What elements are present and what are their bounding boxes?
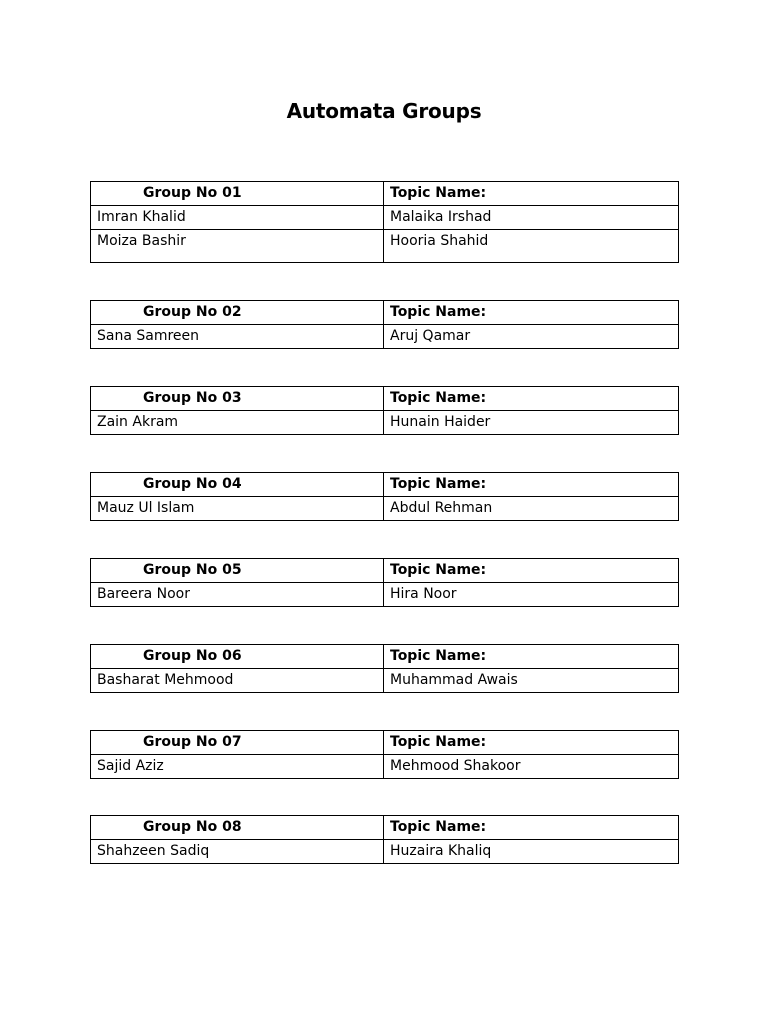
table-header-row: [91, 731, 679, 755]
table-row: [91, 230, 679, 263]
table-row: [91, 840, 679, 864]
member-name: Muhammad Awais: [384, 669, 679, 693]
table-row: [91, 497, 679, 521]
topic-name-header: Topic Name:: [384, 182, 679, 206]
table-row: [91, 583, 679, 607]
group-label: Group No 08: [91, 816, 384, 840]
member-cell: [91, 230, 384, 263]
table-row: [91, 206, 679, 230]
member-name: Hunain Haider: [384, 411, 679, 435]
member-name: Aruj Qamar: [384, 325, 679, 349]
member-name: Huzaira Khaliq: [384, 840, 679, 864]
member-name: Abdul Rehman: [384, 497, 679, 521]
group-table-05: [90, 558, 679, 607]
group-table-01: [90, 181, 679, 263]
table-header-row: [91, 645, 679, 669]
member-name: Mehmood Shakoor: [384, 755, 679, 779]
group-table-08: [90, 815, 679, 864]
table-header-row: [91, 301, 679, 325]
table-row: [91, 325, 679, 349]
table-header-row: [91, 816, 679, 840]
table-row: [91, 411, 679, 435]
topic-name-header: Topic Name:: [384, 301, 679, 325]
group-table-04: [90, 472, 679, 521]
table-row: [91, 669, 679, 693]
member-name: Shahzeen Sadiq: [91, 840, 384, 864]
group-table-06: [90, 644, 679, 693]
member-name: Basharat Mehmood: [91, 669, 384, 693]
topic-name-header: Topic Name:: [384, 645, 679, 669]
group-label: Group No 04: [91, 473, 384, 497]
member-name: Mauz Ul Islam: [91, 497, 384, 521]
topic-name-header: Topic Name:: [384, 559, 679, 583]
page-title: Automata Groups: [286, 99, 482, 123]
member-name: Imran Khalid: [91, 206, 384, 230]
member-name: Hira Noor: [384, 583, 679, 607]
member-name: Malaika Irshad: [384, 206, 679, 230]
group-table-07: [90, 730, 679, 779]
topic-name-header: Topic Name:: [384, 731, 679, 755]
member-name: Sana Samreen: [91, 325, 384, 349]
member-name: Zain Akram: [91, 411, 384, 435]
topic-name-header: Topic Name:: [384, 473, 679, 497]
topic-name-header: Topic Name:: [384, 816, 679, 840]
group-label: Group No 03: [91, 387, 384, 411]
table-header-row: [91, 387, 679, 411]
member-name: Sajid Aziz: [91, 755, 384, 779]
group-label: Group No 06: [91, 645, 384, 669]
group-label: Group No 07: [91, 731, 384, 755]
table-header-row: [91, 473, 679, 497]
group-label: Group No 05: [91, 559, 384, 583]
table-header-row: [91, 182, 679, 206]
table-header-row: [91, 559, 679, 583]
member-name: Hooria Shahid: [390, 233, 489, 249]
group-table-02: [90, 300, 679, 349]
group-label: Group No 01: [91, 182, 384, 206]
topic-name-header: Topic Name:: [384, 387, 679, 411]
group-label: Group No 02: [91, 301, 384, 325]
table-row: [91, 755, 679, 779]
member-name: Moiza Bashir: [97, 233, 186, 249]
group-table-03: [90, 386, 679, 435]
member-name: Bareera Noor: [91, 583, 384, 607]
member-cell: [384, 230, 679, 263]
